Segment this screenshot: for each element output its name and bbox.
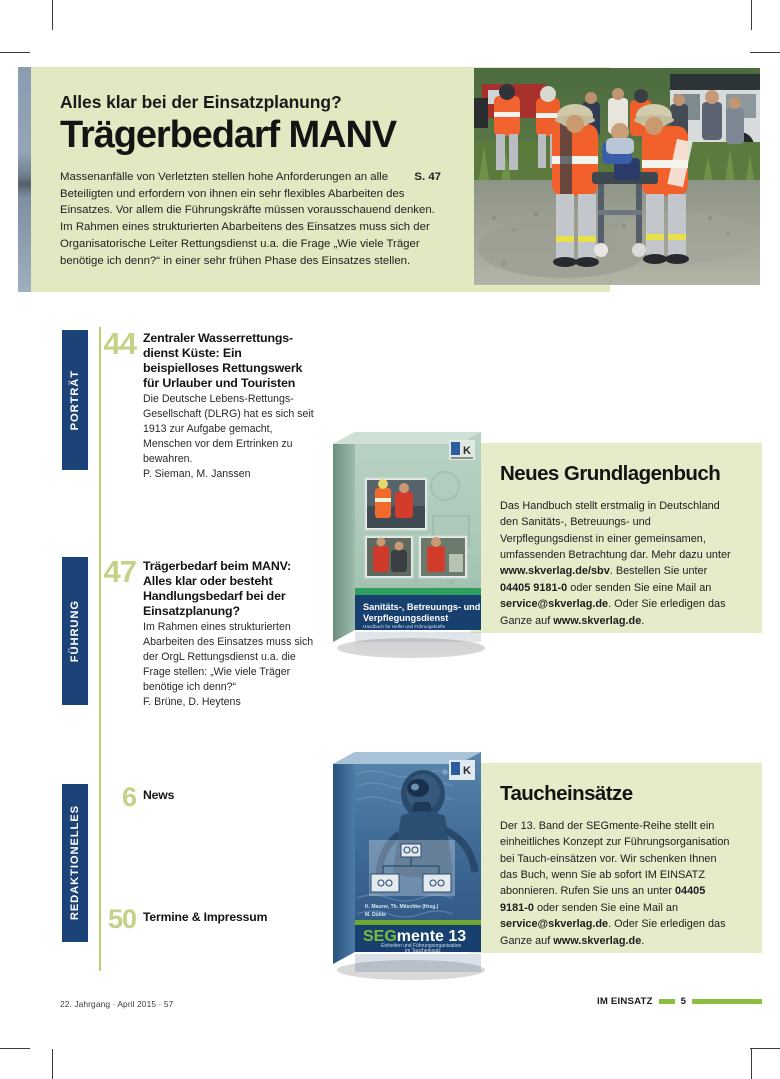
book-title-line2: Verpflegungsdienst: [363, 613, 449, 623]
crop-mark-top-left-v: [52, 0, 53, 30]
toc-entry-number: 47: [103, 554, 136, 589]
header-kicker: Alles klar bei der Einsatzplanung?: [60, 92, 342, 112]
book-title: SEGmente 13: [363, 928, 467, 945]
toc-entry-description: Die Deutsche Lebens-Rettungs-Gesellschaft (DLRG) hat es sich seit 1913 zur Aufgabe gemacht, Menschen vor dem Ertrinken zu bewahren.: [143, 392, 314, 465]
promo-content-taucheinsaetze: [500, 782, 733, 949]
header-lede: [60, 169, 441, 270]
footer-dash-icon: [659, 999, 675, 1004]
header-page-reference: S. 47: [414, 170, 441, 183]
toc-entry-44[interactable]: [96, 326, 319, 482]
section-tab-label: FÜHRUNG: [69, 599, 81, 663]
crop-mark-bottom-right-h: [750, 1048, 780, 1049]
footer-issue-info: 22. Jahrgang · April 2015 · 57: [60, 999, 174, 1009]
svg-text:K: K: [463, 445, 471, 457]
toc-entry-title: News: [143, 788, 175, 802]
page-title: Trägerbedarf MANV: [60, 114, 397, 156]
book-illustration: [325, 738, 500, 988]
header-side-photo-strip: [18, 67, 31, 292]
crop-mark-top-right-h: [750, 52, 780, 53]
promo-title: Neues Grundlagenbuch: [500, 462, 721, 485]
promo-text: Der 13. Band der SEGmente-Reihe stellt ein einheitliches Konzept zur Führungsorganisation bei Tauch-einsätzen vor. Wir schenken Ihnen das Buch, wenn Sie ab sofort IM EINSATZ abonnieren. Rufen Sie uns an unter 04405 9181-0 oder senden Sie eine Mail an service@skverlag.de. Oder Sie erledigen das Ganze auf www.skverlag.de.: [500, 820, 730, 947]
footer-brand: IM EINSATZ: [597, 996, 653, 1007]
book-title-line1: Sanitäts-, Betreuungs- und: [363, 602, 481, 612]
header-text-block: [60, 92, 480, 269]
header-lede-text: Massenanfälle von Verletzten stellen hohe Anforderungen an alle Beteiligten und erfordern von ihnen ein sehr flexibles Abarbeiten des Einsatzes. Vor allem die Führungskräfte müssen vorausschauend denken. Im Rahmen eines strukturierten Abarbeitens des Einsatzes muss sich der Organisatorische Leiter Rettungsdienst u.a. die Frage „Wie viele Träger benötige ich denn?“ in einer sehr frühen Phase des Einsatzes stellen.: [60, 170, 435, 267]
promo-text: Das Handbuch stellt erstmalig in Deutschland den Sanitäts-, Betreuungs- und Verpflegungsdienst in einer gemeinsamen, umfassenden Betrachtung dar. Mehr dazu unter www.skverlag.de/sbv. Bestellen Sie unter 04405 9181-0 oder senden Sie eine Mail an service@skverlag.de. Oder Sie erledigen das Ganze auf www.skverlag.de.: [500, 500, 731, 627]
hero-photo: [474, 68, 760, 285]
footer-brand-block: [597, 996, 762, 1007]
toc-entry-title: Zentraler Wasserrettungs-dienst Küste: Ein beispielloses Rettungswerk für Urlauber und Touristen: [143, 331, 303, 390]
crop-mark-top-left-h: [0, 52, 30, 53]
book-editors-line1: K. Maurer, Th. Mitschke (Hrsg.): [365, 904, 439, 910]
section-tab-label: REDAKTIONELLES: [69, 805, 81, 921]
hero-photo-illustration: [474, 68, 760, 285]
book-cover-segmente13: [325, 738, 500, 993]
toc-entry-authors: P. Sieman, M. Janssen: [143, 467, 251, 480]
book-illustration: [325, 420, 500, 665]
toc-entry-title: Termine & Impressum: [143, 910, 268, 924]
toc-entry-title: Trägerbedarf beim MANV: Alles klar oder besteht Handlungsbedarf bei der Einsatzplanung?: [143, 559, 292, 618]
svg-text:K: K: [463, 765, 471, 777]
book-subtitle-line1: Einheiten und Führungsorganisation: [381, 943, 462, 949]
book-editors-line2: M. Dühls: [365, 912, 386, 918]
section-tab-label: PORTRÄT: [69, 369, 81, 431]
promo-content-grundlagenbuch: [500, 462, 733, 629]
toc-entry-news[interactable]: [96, 782, 319, 812]
book-subtitle-line2: im Taucheinsatz: [405, 948, 441, 954]
toc-entry-number: 44: [103, 326, 136, 361]
section-tab-fuehrung: [62, 557, 88, 705]
promo-title: Taucheinsätze: [500, 782, 633, 805]
section-tab-portraet: [62, 330, 88, 470]
crop-mark-bottom-left-v: [52, 1049, 53, 1079]
crop-mark-top-right-v: [751, 0, 752, 30]
section-tab-redaktionelles: [62, 784, 88, 942]
book-cover-sanitaetsdienst: [325, 420, 500, 670]
crop-mark-bottom-left-h: [0, 1048, 30, 1049]
footer-bar-icon: [692, 999, 762, 1004]
toc-entry-number: 6: [121, 782, 136, 812]
toc-entry-47[interactable]: [96, 554, 319, 710]
footer-page-number: 5: [680, 996, 686, 1007]
toc-entry-authors: F. Brüne, D. Heytens: [143, 695, 241, 708]
crop-mark-bottom-right-v: [751, 1049, 752, 1079]
toc-entry-description: Im Rahmen eines strukturierten Abarbeiten des Einsatzes muss sich der OrgL Rettungsdienst u.a. die Frage stellen: „Wie viele Träger benötige ich denn?“: [143, 620, 314, 693]
book-subtitle: Handbuch für Helfer und Führungskräfte: [363, 624, 446, 629]
toc-entry-number: 50: [107, 904, 136, 934]
toc-entry-termine-impressum[interactable]: [96, 904, 319, 934]
